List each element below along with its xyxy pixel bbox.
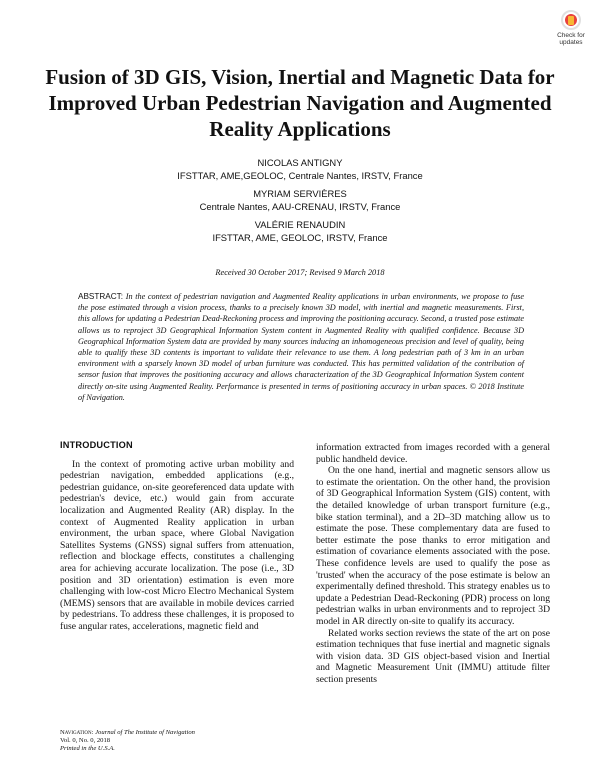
body-paragraph: Related works section reviews the state of the art on pose estimation techniques that fuse inertial and magnetic signals with vision data. 3D GIS object-based vision and Inertial and Magnetic Measurement Unit (IMMU) attitude filter section presents — [316, 627, 550, 685]
journal-line — [60, 729, 310, 737]
printed-in: Printed in the U.S.A. — [60, 745, 115, 752]
right-column — [316, 442, 550, 685]
body-paragraph: information extracted from images recorded with a general public handheld device. — [316, 442, 550, 465]
journal-footnote — [60, 729, 310, 753]
journal-prefix: Navigation: — [60, 729, 94, 736]
author-affiliation: IFSTTAR, AME, GEOLOC, IRSTV, France — [212, 231, 388, 243]
author — [100, 219, 500, 244]
abstract-text: In the context of pedestrian navigation and Augmented Reality applications in urban environments, we propose to fuse the pose estimated through a vision process, thanks to a precisely known 3D model, with inertial and magnetic measurements. First, this allows for updating a Pedestrian Dead-Reckoning process and improving the positioning accuracy. Second, a trusted pose estimate allows us to reproject 3D Geographical Information System content in Augmented Reality with qualified confidence. Because 3D Geographical Information System data are provided by many sources inducing an inhomogeneous precision and level of quality, being able to qualify these 3D contents is important to validate their relevance to use them. A long pedestrian path of 3 km in an urban environment with a sparsely known 3D model of urban furniture was conducted. This has permitted validation of the contribution of sensor fusion that improves the positioning accuracy and allows characterization of the 3D Geographical Information System content directly on-site using Augmented Reality. Performance is presented in terms of positioning accuracy in urban spaces. © 2018 Institute of Navigation. — [78, 292, 524, 402]
body-paragraph: In the context of promoting active urban mobility and pedestrian navigation, embedded applications (e.g., pedestrian guidance, on-site georeferenced data update with pedestrian's device, etc.) would gain from accurate localization and Augmented Reality (AR) display. In the context of Augmented Reality application in urban environment, the urban space, where Global Navigation Satellites Systems (GNSS) signal suffers from attenuation, reflection and blockage effects, constitutes a challenging area for achieving accurate localization. The pose (i.e., 3D position and 3D orientation) estimation is even more challenging with low-cost Micro Electro Mechanical System (MEMS) sensors that are available in mobile devices carried by pedestrians. To address these challenges, it is proposed to fuse angular rates, accelerations, magnetic field and — [60, 458, 294, 632]
paper-title: Fusion of 3D GIS, Vision, Inertial and Magnetic Data for Improved Urban Pedestrian Navigation and Augmented Reality Applications — [45, 65, 555, 141]
section-heading: INTRODUCTION — [60, 440, 133, 450]
author — [100, 188, 500, 213]
author-affiliation: IFSTTAR, AME,GEOLOC, Centrale Nantes, IRSTV, France — [177, 169, 423, 181]
body-paragraph: On the one hand, inertial and magnetic sensors allow us to estimate the orientation. On the other hand, the provision of 3D Geographical Information System (GIS) content, with the detailed knowledge of urban transport furniture (e.g., bike station terminal), and a 2D–3D matching allow us to estimate the pose. These complementary data are fused to better estimate the pose thanks to error mitigation and estimation of covariance elements associated with the pose. These confidence levels are used to qualify the pose as 'trusted' when the accuracy of the pose estimate is below an experimentally defined threshold. This strategy enables us to update a Pedestrian Dead-Reckoning (PDR) process on long pedestrian walks in urban environments and to reproject 3D model in AR directly on-site to qualify its accuracy. — [316, 465, 550, 627]
left-column — [60, 440, 294, 633]
journal-name: Journal of The Institute of Navigation — [93, 729, 195, 736]
author-name: VALÉRIE RENAUDIN — [254, 219, 346, 230]
crossmark-icon-bookmark — [568, 16, 574, 25]
author-name: NICOLAS ANTIGNY — [257, 157, 343, 168]
check-for-updates-badge[interactable] — [549, 8, 593, 50]
received-dates: Received 30 October 2017; Revised 9 March 2018 — [215, 268, 385, 277]
author-name: MYRIAM SERVIÈRES — [253, 188, 347, 199]
badge-label: Check for updates — [557, 32, 585, 46]
author-affiliation: Centrale Nantes, AAU-CRENAU, IRSTV, France — [199, 200, 401, 212]
author-block — [100, 157, 500, 250]
abstract — [78, 291, 524, 403]
journal-volume: Vol. 0, No. 0, 2018 — [60, 737, 111, 744]
abstract-lead: ABSTRACT: — [78, 292, 124, 301]
author — [100, 157, 500, 182]
